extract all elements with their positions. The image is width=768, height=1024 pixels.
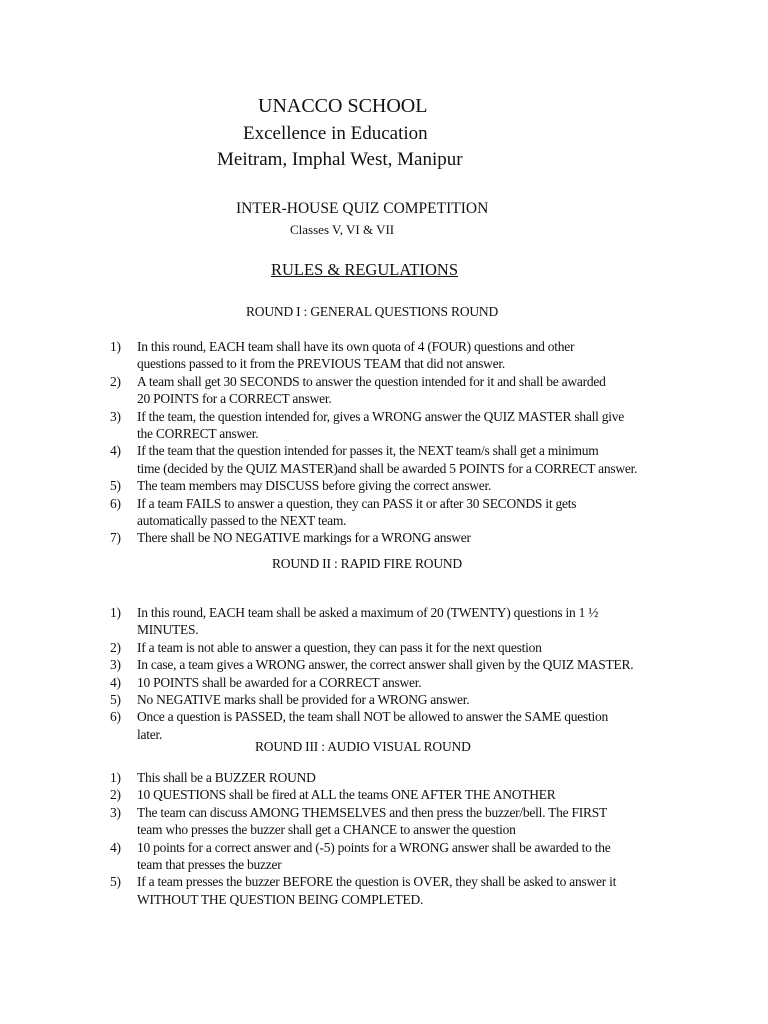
rule-item <box>110 839 616 874</box>
rule-text-line: If a team FAILS to answer a question, they can PASS it or after 30 SECONDS it gets <box>137 495 577 511</box>
rule-number: 4) <box>110 674 121 690</box>
rule-item <box>110 656 633 673</box>
rule-item <box>110 604 633 639</box>
rule-text-line: automatically passed to the NEXT team. <box>137 513 347 529</box>
rule-text-line: 10 POINTS shall be awarded for a CORRECT answer. <box>137 674 422 690</box>
rule-item <box>110 477 637 494</box>
rule-text-line: In case, a team gives a WRONG answer, the correct answer shall given by the QUIZ MASTER. <box>137 657 634 673</box>
rule-text <box>137 604 598 639</box>
rule-number: 6) <box>110 709 121 725</box>
rule-number: 3) <box>110 657 121 673</box>
rule-text-line: MINUTES. <box>137 622 199 638</box>
round-3-rules-list <box>110 769 616 908</box>
rule-text-line: the CORRECT answer. <box>137 426 259 442</box>
rule-text <box>137 477 491 494</box>
rule-text <box>137 691 469 708</box>
rule-text-line: A team shall get 30 SECONDS to answer the question intended for it and shall be awarded <box>137 373 606 389</box>
rule-text <box>137 639 542 656</box>
rule-text <box>137 495 576 530</box>
rule-number: 4) <box>110 839 121 855</box>
rule-number: 2) <box>110 639 121 655</box>
rule-text-line: The team can discuss AMONG THEMSELVES and then press the buzzer/bell. The FIRST <box>137 804 608 820</box>
rule-text <box>137 839 610 874</box>
rule-text <box>137 769 316 786</box>
school-address: Meitram, Imphal West, Manipur <box>217 149 463 170</box>
rule-text-line: If the team, the question intended for, gives a WRONG answer the QUIZ MASTER shall give <box>137 408 624 424</box>
rule-text <box>137 529 471 546</box>
rule-number: 3) <box>110 804 121 820</box>
rule-item <box>110 639 633 656</box>
rule-text <box>137 408 624 443</box>
rule-text <box>137 373 606 408</box>
rule-text-line: 20 POINTS for a CORRECT answer. <box>137 391 332 407</box>
rule-number: 5) <box>110 478 121 494</box>
rule-item <box>110 373 637 408</box>
rule-text-line: later. <box>137 726 163 742</box>
rule-number: 5) <box>110 692 121 708</box>
rule-item <box>110 691 633 708</box>
rule-text-line: team that presses the buzzer <box>137 857 282 873</box>
rule-text-line: 10 QUESTIONS shall be fired at ALL the teams ONE AFTER THE ANOTHER <box>137 787 556 803</box>
rule-item <box>110 804 616 839</box>
rule-text-line: 10 points for a correct answer and (-5) points for a WRONG answer shall be awarded to the <box>137 839 611 855</box>
rule-text <box>137 442 637 477</box>
rule-item <box>110 769 616 786</box>
rule-text-line: If a team presses the buzzer BEFORE the question is OVER, they shall be asked to answer it <box>137 874 617 890</box>
school-name: UNACCO SCHOOL <box>258 95 428 117</box>
rule-number: 1) <box>110 770 121 785</box>
round-3-heading: ROUND III : AUDIO VISUAL ROUND <box>255 739 471 754</box>
rule-number: 1) <box>110 339 121 354</box>
rules-heading: RULES & REGULATIONS <box>271 260 459 279</box>
rule-item <box>110 338 637 373</box>
rule-item <box>110 674 633 691</box>
rule-text-line: This shall be a BUZZER ROUND <box>137 770 316 785</box>
rule-number: 1) <box>110 605 121 620</box>
rule-text <box>137 786 555 803</box>
rule-item <box>110 529 637 546</box>
event-title: INTER-HOUSE QUIZ COMPETITION <box>236 200 489 217</box>
school-motto: Excellence in Education <box>243 123 428 144</box>
rule-text-line: No NEGATIVE marks shall be provided for a WRONG answer. <box>137 692 470 708</box>
rule-text-line: In this round, EACH team shall be asked a maximum of 20 (TWENTY) questions in 1 ½ <box>137 605 599 620</box>
rule-text-line: WITHOUT THE QUESTION BEING COMPLETED. <box>137 891 424 907</box>
rule-item <box>110 442 637 477</box>
rule-number: 2) <box>110 373 121 389</box>
rule-text-line: If a team is not able to answer a question, they can pass it for the next question <box>137 639 542 655</box>
rule-item <box>110 873 616 908</box>
round-2-rules-list <box>110 604 633 743</box>
rule-number: 7) <box>110 530 121 546</box>
rule-number: 2) <box>110 787 121 803</box>
rule-text <box>137 873 616 908</box>
rule-text-line: The team members may DISCUSS before giving the correct answer. <box>137 478 492 494</box>
rule-item <box>110 408 637 443</box>
rule-text <box>137 656 633 673</box>
rule-number: 6) <box>110 495 121 511</box>
round-2-heading: ROUND II : RAPID FIRE ROUND <box>272 556 462 571</box>
rule-number: 4) <box>110 443 121 459</box>
rule-item <box>110 786 616 803</box>
classes-label: Classes V, VI & VII <box>290 222 395 237</box>
rule-number: 5) <box>110 874 121 890</box>
rule-text-line: In this round, EACH team shall have its own quota of 4 (FOUR) questions and other <box>137 339 575 354</box>
round-1-rules-list <box>110 338 637 547</box>
rule-text-line: If the team that the question intended for passes it, the NEXT team/s shall get a minimum <box>137 443 599 459</box>
rule-text <box>137 338 574 373</box>
rule-text-line: There shall be NO NEGATIVE markings for a WRONG answer <box>137 530 471 546</box>
rule-text <box>137 674 421 691</box>
rule-text-line: Once a question is PASSED, the team shall NOT be allowed to answer the SAME question <box>137 709 608 725</box>
rule-text-line: time (decided by the QUIZ MASTER)and shall be awarded 5 POINTS for a CORRECT answer. <box>137 460 638 476</box>
rule-item <box>110 495 637 530</box>
rule-text-line: team who presses the buzzer shall get a CHANCE to answer the question <box>137 822 516 838</box>
rule-text <box>137 804 607 839</box>
rule-text-line: questions passed to it from the PREVIOUS TEAM that did not answer. <box>137 356 505 372</box>
round-1-heading: ROUND I : GENERAL QUESTIONS ROUND <box>246 304 499 319</box>
rule-number: 3) <box>110 408 121 424</box>
